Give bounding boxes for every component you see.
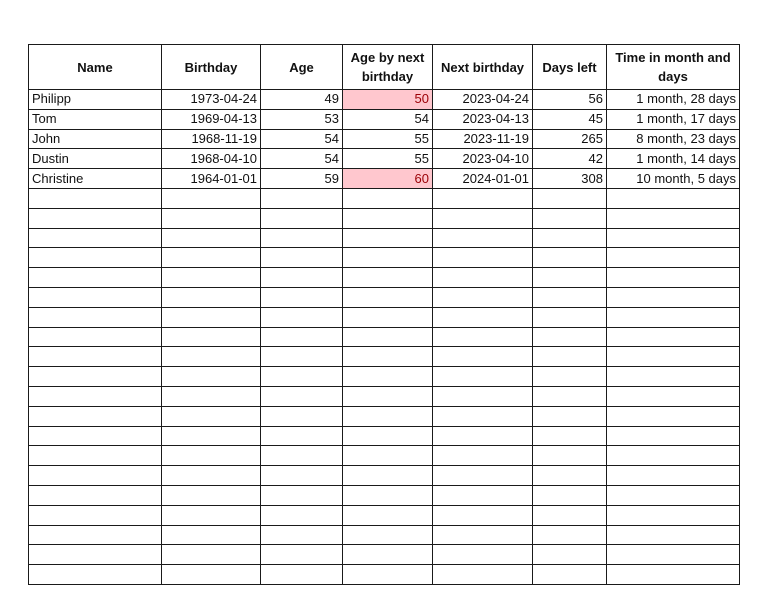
empty-row <box>29 545 740 565</box>
empty-cell[interactable] <box>261 208 343 228</box>
cell-time-left[interactable]: 1 month, 17 days <box>607 109 740 129</box>
empty-cell[interactable] <box>343 208 433 228</box>
cell-birthday[interactable]: 1968-04-10 <box>162 149 261 169</box>
cell-age-next[interactable]: 50 <box>343 90 433 110</box>
empty-row <box>29 228 740 248</box>
empty-cell[interactable] <box>162 268 261 288</box>
cell-age-next[interactable]: 55 <box>343 129 433 149</box>
empty-cell[interactable] <box>533 268 607 288</box>
empty-cell[interactable] <box>607 367 740 387</box>
table-row <box>29 109 740 129</box>
empty-cell[interactable] <box>343 287 433 307</box>
empty-row <box>29 248 740 268</box>
empty-cell[interactable] <box>261 545 343 565</box>
empty-row <box>29 208 740 228</box>
empty-cell[interactable] <box>162 248 261 268</box>
table-row <box>29 169 740 189</box>
empty-cell[interactable] <box>261 287 343 307</box>
empty-cell[interactable] <box>261 228 343 248</box>
table-row <box>29 129 740 149</box>
empty-cell[interactable] <box>261 426 343 446</box>
empty-cell[interactable] <box>607 446 740 466</box>
empty-cell[interactable] <box>533 347 607 367</box>
empty-cell[interactable] <box>343 545 433 565</box>
empty-cell[interactable] <box>607 307 740 327</box>
header-age[interactable]: Age <box>261 45 343 90</box>
empty-cell[interactable] <box>607 565 740 585</box>
empty-cell[interactable] <box>433 248 533 268</box>
empty-cell[interactable] <box>343 386 433 406</box>
empty-cell[interactable] <box>433 505 533 525</box>
empty-cell[interactable] <box>29 268 162 288</box>
empty-cell[interactable] <box>433 228 533 248</box>
empty-cell[interactable] <box>261 565 343 585</box>
empty-cell[interactable] <box>607 426 740 446</box>
empty-cell[interactable] <box>162 347 261 367</box>
empty-cell[interactable] <box>343 248 433 268</box>
empty-cell[interactable] <box>433 485 533 505</box>
empty-cell[interactable] <box>607 248 740 268</box>
empty-cell[interactable] <box>533 466 607 486</box>
empty-row <box>29 347 740 367</box>
empty-cell[interactable] <box>29 307 162 327</box>
empty-cell[interactable] <box>162 367 261 387</box>
empty-cell[interactable] <box>29 466 162 486</box>
empty-cell[interactable] <box>533 287 607 307</box>
empty-cell[interactable] <box>533 307 607 327</box>
empty-cell[interactable] <box>607 287 740 307</box>
empty-cell[interactable] <box>29 188 162 208</box>
empty-cell[interactable] <box>433 565 533 585</box>
empty-cell[interactable] <box>533 248 607 268</box>
empty-cell[interactable] <box>533 367 607 387</box>
empty-cell[interactable] <box>343 327 433 347</box>
empty-row <box>29 565 740 585</box>
empty-cell[interactable] <box>162 188 261 208</box>
cell-time-left[interactable]: 1 month, 14 days <box>607 149 740 169</box>
empty-cell[interactable] <box>433 188 533 208</box>
cell-days-left[interactable]: 42 <box>533 149 607 169</box>
empty-row <box>29 327 740 347</box>
cell-next-birthday[interactable]: 2023-04-10 <box>433 149 533 169</box>
empty-cell[interactable] <box>607 525 740 545</box>
empty-cell[interactable] <box>162 327 261 347</box>
empty-row <box>29 485 740 505</box>
header-row <box>29 45 740 90</box>
empty-cell[interactable] <box>343 446 433 466</box>
empty-cell[interactable] <box>343 307 433 327</box>
empty-cell[interactable] <box>162 307 261 327</box>
empty-cell[interactable] <box>261 307 343 327</box>
empty-cell[interactable] <box>433 208 533 228</box>
empty-row <box>29 446 740 466</box>
cell-name[interactable]: John <box>29 129 162 149</box>
empty-cell[interactable] <box>343 505 433 525</box>
header-time-left[interactable]: Time in month and days <box>607 45 740 90</box>
empty-cell[interactable] <box>343 406 433 426</box>
empty-cell[interactable] <box>261 386 343 406</box>
empty-cell[interactable] <box>29 426 162 446</box>
empty-row <box>29 367 740 387</box>
empty-cell[interactable] <box>607 406 740 426</box>
empty-row <box>29 268 740 288</box>
cell-birthday[interactable]: 1968-11-19 <box>162 129 261 149</box>
empty-cell[interactable] <box>533 188 607 208</box>
empty-cell[interactable] <box>29 545 162 565</box>
empty-cell[interactable] <box>162 287 261 307</box>
empty-cell[interactable] <box>533 228 607 248</box>
empty-cell[interactable] <box>433 287 533 307</box>
header-name[interactable]: Name <box>29 45 162 90</box>
cell-name[interactable]: Philipp <box>29 90 162 110</box>
cell-age[interactable]: 53 <box>261 109 343 129</box>
empty-row <box>29 386 740 406</box>
empty-cell[interactable] <box>162 485 261 505</box>
empty-cell[interactable] <box>433 307 533 327</box>
cell-days-left[interactable]: 308 <box>533 169 607 189</box>
empty-cell[interactable] <box>29 228 162 248</box>
cell-age[interactable]: 54 <box>261 149 343 169</box>
empty-row <box>29 188 740 208</box>
empty-cell[interactable] <box>162 208 261 228</box>
cell-next-birthday[interactable]: 2023-11-19 <box>433 129 533 149</box>
empty-cell[interactable] <box>607 208 740 228</box>
empty-cell[interactable] <box>162 545 261 565</box>
empty-cell[interactable] <box>433 327 533 347</box>
empty-cell[interactable] <box>261 248 343 268</box>
empty-cell[interactable] <box>29 208 162 228</box>
empty-cell[interactable] <box>533 426 607 446</box>
header-birthday[interactable]: Birthday <box>162 45 261 90</box>
empty-cell[interactable] <box>261 446 343 466</box>
empty-cell[interactable] <box>261 188 343 208</box>
empty-cell[interactable] <box>607 386 740 406</box>
empty-cell[interactable] <box>343 525 433 545</box>
empty-cell[interactable] <box>607 327 740 347</box>
empty-cell[interactable] <box>261 525 343 545</box>
empty-cell[interactable] <box>433 347 533 367</box>
cell-age[interactable]: 49 <box>261 90 343 110</box>
empty-cell[interactable] <box>343 466 433 486</box>
cell-next-birthday[interactable]: 2023-04-13 <box>433 109 533 129</box>
empty-cell[interactable] <box>29 386 162 406</box>
empty-row <box>29 466 740 486</box>
empty-cell[interactable] <box>29 327 162 347</box>
cell-age-next[interactable]: 60 <box>343 169 433 189</box>
empty-cell[interactable] <box>533 525 607 545</box>
empty-cell[interactable] <box>162 406 261 426</box>
bottom-fade <box>28 585 739 607</box>
empty-cell[interactable] <box>29 505 162 525</box>
cell-days-left[interactable]: 56 <box>533 90 607 110</box>
cell-age-next[interactable]: 54 <box>343 109 433 129</box>
cell-age[interactable]: 59 <box>261 169 343 189</box>
empty-cell[interactable] <box>533 485 607 505</box>
table-row <box>29 90 740 110</box>
empty-row <box>29 426 740 446</box>
cell-age[interactable]: 54 <box>261 129 343 149</box>
empty-cell[interactable] <box>162 565 261 585</box>
empty-cell[interactable] <box>343 565 433 585</box>
empty-cell[interactable] <box>29 367 162 387</box>
cell-next-birthday[interactable]: 2024-01-01 <box>433 169 533 189</box>
empty-cell[interactable] <box>533 327 607 347</box>
header-days-left[interactable]: Days left <box>533 45 607 90</box>
empty-cell[interactable] <box>343 426 433 446</box>
empty-cell[interactable] <box>533 565 607 585</box>
empty-cell[interactable] <box>433 268 533 288</box>
cell-name[interactable]: Christine <box>29 169 162 189</box>
empty-cell[interactable] <box>607 228 740 248</box>
table-row <box>29 149 740 169</box>
cell-time-left[interactable]: 1 month, 28 days <box>607 90 740 110</box>
empty-cell[interactable] <box>29 565 162 585</box>
empty-row <box>29 406 740 426</box>
empty-cell[interactable] <box>533 406 607 426</box>
cell-age-next[interactable]: 55 <box>343 149 433 169</box>
cell-time-left[interactable]: 10 month, 5 days <box>607 169 740 189</box>
empty-cell[interactable] <box>343 228 433 248</box>
empty-cell[interactable] <box>433 367 533 387</box>
empty-cell[interactable] <box>607 188 740 208</box>
empty-cell[interactable] <box>607 505 740 525</box>
empty-cell[interactable] <box>533 505 607 525</box>
empty-cell[interactable] <box>261 406 343 426</box>
empty-cell[interactable] <box>261 367 343 387</box>
empty-cell[interactable] <box>343 347 433 367</box>
empty-cell[interactable] <box>607 485 740 505</box>
cell-birthday[interactable]: 1969-04-13 <box>162 109 261 129</box>
cell-birthday[interactable]: 1973-04-24 <box>162 90 261 110</box>
empty-cell[interactable] <box>433 386 533 406</box>
empty-cell[interactable] <box>433 525 533 545</box>
empty-cell[interactable] <box>533 545 607 565</box>
empty-cell[interactable] <box>343 485 433 505</box>
empty-cell[interactable] <box>261 268 343 288</box>
birthday-table <box>28 44 740 585</box>
empty-cell[interactable] <box>607 347 740 367</box>
header-next-birthday[interactable]: Next birthday <box>433 45 533 90</box>
empty-cell[interactable] <box>162 426 261 446</box>
empty-cell[interactable] <box>533 208 607 228</box>
empty-cell[interactable] <box>29 248 162 268</box>
empty-cell[interactable] <box>343 188 433 208</box>
empty-cell[interactable] <box>607 545 740 565</box>
cell-name[interactable]: Dustin <box>29 149 162 169</box>
empty-cell[interactable] <box>433 466 533 486</box>
empty-row <box>29 287 740 307</box>
empty-cell[interactable] <box>343 367 433 387</box>
empty-cell[interactable] <box>29 287 162 307</box>
empty-cell[interactable] <box>29 525 162 545</box>
empty-cell[interactable] <box>433 446 533 466</box>
empty-cell[interactable] <box>607 268 740 288</box>
cell-time-left[interactable]: 8 month, 23 days <box>607 129 740 149</box>
empty-cell[interactable] <box>29 485 162 505</box>
empty-cell[interactable] <box>261 327 343 347</box>
empty-cell[interactable] <box>29 406 162 426</box>
empty-cell[interactable] <box>162 446 261 466</box>
empty-cell[interactable] <box>343 268 433 288</box>
cell-birthday[interactable]: 1964-01-01 <box>162 169 261 189</box>
empty-cell[interactable] <box>162 525 261 545</box>
empty-cell[interactable] <box>261 505 343 525</box>
empty-cell[interactable] <box>261 466 343 486</box>
cell-days-left[interactable]: 265 <box>533 129 607 149</box>
empty-cell[interactable] <box>533 446 607 466</box>
empty-row <box>29 525 740 545</box>
empty-cell[interactable] <box>261 485 343 505</box>
empty-cell[interactable] <box>533 386 607 406</box>
empty-cell[interactable] <box>162 386 261 406</box>
empty-row <box>29 505 740 525</box>
empty-cell[interactable] <box>162 466 261 486</box>
empty-cell[interactable] <box>162 505 261 525</box>
header-age-next[interactable]: Age by next birthday <box>343 45 433 90</box>
spreadsheet <box>28 44 739 585</box>
empty-cell[interactable] <box>29 446 162 466</box>
empty-cell[interactable] <box>433 426 533 446</box>
cell-next-birthday[interactable]: 2023-04-24 <box>433 90 533 110</box>
empty-cell[interactable] <box>162 228 261 248</box>
empty-cell[interactable] <box>261 347 343 367</box>
empty-row <box>29 307 740 327</box>
empty-cell[interactable] <box>433 406 533 426</box>
empty-cell[interactable] <box>29 347 162 367</box>
empty-cell[interactable] <box>433 545 533 565</box>
cell-name[interactable]: Tom <box>29 109 162 129</box>
cell-days-left[interactable]: 45 <box>533 109 607 129</box>
empty-cell[interactable] <box>607 466 740 486</box>
